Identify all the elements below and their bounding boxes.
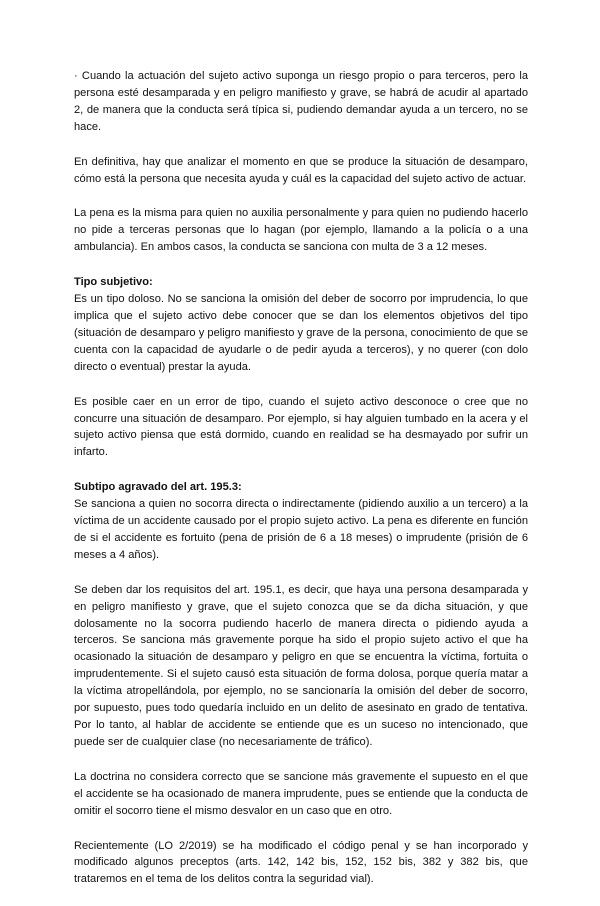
paragraph-requisitos: Se deben dar los requisitos del art. 195.1, es decir, que haya una persona desamparada y en peligro manifiesto y grave, que el sujeto conozca que se da dicha situación, y que dolosamente no la socorra pudiendo hacerlo de manera directa o pidiendo ayuda a terceros. Se sanciona más gravemente porque ha sido el propio sujeto activo el que ha ocasionado la situación de desamparo y peligro en que se encuentra la víctima, fortuita o imprudentemente. Si el sujeto causó esta situación de forma dolosa, porque quería matar a la víctima atropellándola, por ejemplo, no se sancionaría la omisión del deber de socorro, por supuesto, pues todo quedaría incluido en un delito de asesinato en grado de tentativa. Por lo tanto, al hablar de accidente se entiende que es un suceso no intencionado, que puede ser de cualquier clase (no necesariamente de tráfico).: [74, 583, 528, 748]
paragraph-doctrina: La doctrina no considera correcto que se sancione más gravemente el supuesto en el que el accidente se ha ocasionado de manera imprudente, pues se entiende que la conducta de omitir el socorro tiene el mismo desvalor en un caso que en otro.: [74, 770, 528, 817]
heading-tipo-subjetivo: Tipo subjetivo:: [74, 276, 153, 289]
section-tipo-subjetivo: [74, 274, 528, 375]
paragraph-error-de-tipo: Es posible caer en un error de tipo, cuando el sujeto activo desconoce o cree que no concurre una situación de desamparo. Por ejemplo, si hay alguien tumbado en la acera y el sujeto activo piensa que está dormido, cuando en realidad se ha desmayado por sufrir un infarto.: [74, 395, 528, 459]
paragraph-apartado-2: · Cuando la actuación del sujeto activo suponga un riesgo propio o para terceros, pero la persona esté desamparada y en peligro manifiesto y grave, se habrá de acudir al apartado 2, de manera que la conducta será típica si, pudiendo demandar ayuda a un tercero, no se hace.: [74, 70, 528, 133]
paragraph-pena: La pena es la misma para quien no auxilia personalmente y para quien no pudiendo hacerlo no pide a terceras personas que lo hagan (por ejemplo, llamando a la policía o a una ambulancia). En ambos casos, la conducta se sanciona con multa de 3 a 12 meses.: [74, 207, 528, 254]
paragraph-sanciona-accidente: Se sanciona a quien no socorra directa o indirectamente (pidiendo auxilio a un tercero) a la víctima de un accidente causado por el propio sujeto activo. La pena es diferente en función de si el accidente es fortuito (pena de prisión de 6 a 18 meses) o imprudente (prisión de 6 meses a 4 años).: [74, 498, 528, 561]
section-subtipo-agravado: [74, 479, 528, 564]
heading-subtipo-agravado: Subtipo agravado del art. 195.3:: [74, 481, 242, 494]
paragraph-en-definitiva: En definitiva, hay que analizar el momento en que se produce la situación de desamparo, cómo está la persona que necesita ayuda y cuál es la capacidad del sujeto activo de actuar.: [74, 155, 528, 185]
paragraph-reforma-lo-2-2019: Recientemente (LO 2/2019) se ha modificado el código penal y se han incorporado y modificado algunos preceptos (arts. 142, 142 bis, 152, 152 bis, 382 y 382 bis, que trataremos en el tema de los delitos contra la seguridad vial).: [74, 839, 528, 886]
paragraph-tipo-doloso: Es un tipo doloso. No se sanciona la omisión del deber de socorro por imprudencia, lo que implica que el sujeto activo debe conocer que se dan los elementos objetivos del tipo (situación de desamparo y peligro manifiesto y grave de la persona, conocimiento de que se cuenta con la capacidad de ayudarle o de pedir ayuda a terceros), y no querer (con dolo directo o eventual) prestar la ayuda.: [74, 293, 528, 373]
document-page: [74, 68, 528, 906]
